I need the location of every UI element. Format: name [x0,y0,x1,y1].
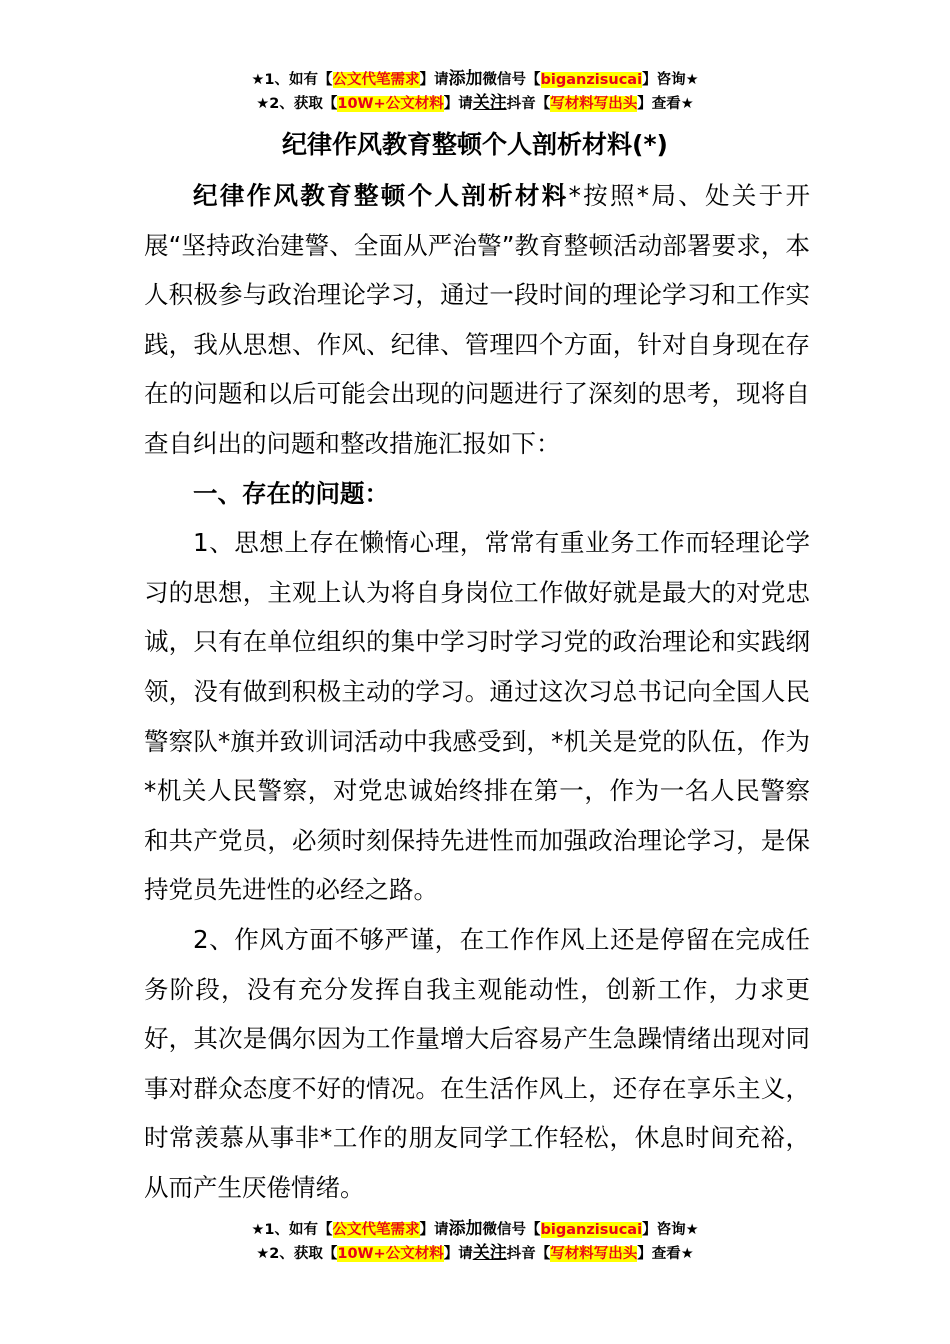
section-heading [144,469,810,519]
promo-banner-top [0,68,950,116]
promo-emphasis: 关注 [472,1243,507,1263]
promo-highlight: 公文代笔需求 [332,1222,420,1238]
promo-text: ★1、如有【 [251,72,333,88]
promo-highlight: 10W+公文材料 [337,1246,444,1262]
promo-highlight: 写材料写出头 [550,1246,638,1262]
promo-text: 抖音【 [506,1246,551,1262]
promo-text: ★2、获取【 [256,96,338,112]
promo-text: 】请 [443,96,473,112]
promo-text: 】请 [419,72,449,88]
promo-text: 】查看★ [637,96,694,112]
promo-text: 】咨询★ [642,1222,699,1238]
promo-highlight: biganzisucai [540,1222,643,1238]
promo-emphasis: 添加 [448,69,483,89]
promo-text: 】请 [443,1246,473,1262]
promo-line-2 [0,1242,950,1266]
promo-text: ★2、获取【 [256,1246,338,1262]
item-paragraph-2: 2、作风方面不够严谨，在工作作风上还是停留在完成任务阶段，没有充分发挥自我主观能动性，创新工作，力求更好，其次是偶尔因为工作量增大后容易产生急躁情绪出现对同事对群众态度不好的情况。在生活作风上，还存在享乐主义，时常羡慕从事非*工作的朋友同学工作轻松，休息时间充裕，从而产生厌倦情绪。 [144,924,810,1202]
promo-text: 微信号【 [482,1222,541,1238]
promo-highlight: 公文代笔需求 [332,72,420,88]
promo-text: ★1、如有【 [251,1222,333,1238]
promo-text: 微信号【 [482,72,541,88]
promo-emphasis: 添加 [448,1219,483,1239]
promo-highlight: 写材料写出头 [550,96,638,112]
promo-line-1 [0,68,950,92]
promo-line-2 [0,92,950,116]
promo-emphasis: 关注 [472,93,507,113]
item-paragraph-1: 1、思想上存在懒惰心理，常常有重业务工作而轻理论学习的思想，主观上认为将自身岗位工作做好就是最大的对党忠诚，只有在单位组织的集中学习时学习党的政治理论和实践纲领，没有做到积极主动的学习。通过这次习总书记向全国人民警察队*旗并致训词活动中我感受到，*机关是党的队伍，作为*机关人民警察，对党忠诚始终排在第一，作为一名人民警察和共产党员，必须时刻保持先进性而加强政治理论学习，是保持党员先进性的必经之路。 [144,528,810,905]
promo-banner-bottom [0,1218,950,1266]
document-body [144,171,810,1212]
promo-text: 】咨询★ [642,72,699,88]
promo-highlight: 10W+公文材料 [337,96,444,112]
intro-paragraph [144,171,810,469]
document-title: 纪律作风教育整顿个人剖析材料(*) [282,130,668,159]
promo-text: 】请 [419,1222,449,1238]
intro-lead: 纪律作风教育整顿个人剖析材料 [193,181,569,210]
promo-line-1 [0,1218,950,1242]
promo-highlight: biganzisucai [540,72,643,88]
intro-text: *按照*局、处关于开展“坚持政治建警、全面从严治警”教育整顿活动部署要求，本人积极参与政治理论学习，通过一段时间的理论学习和工作实践，我从思想、作风、纪律、管理四个方面，针对自身现在存在的问题和以后可能会出现的问题进行了深刻的思考，现将自查自纠出的问题和整改措施汇报如下： [144,181,811,458]
promo-text: 】查看★ [637,1246,694,1262]
promo-text: 抖音【 [506,96,551,112]
section-heading-text: 一、存在的问题： [193,478,389,508]
